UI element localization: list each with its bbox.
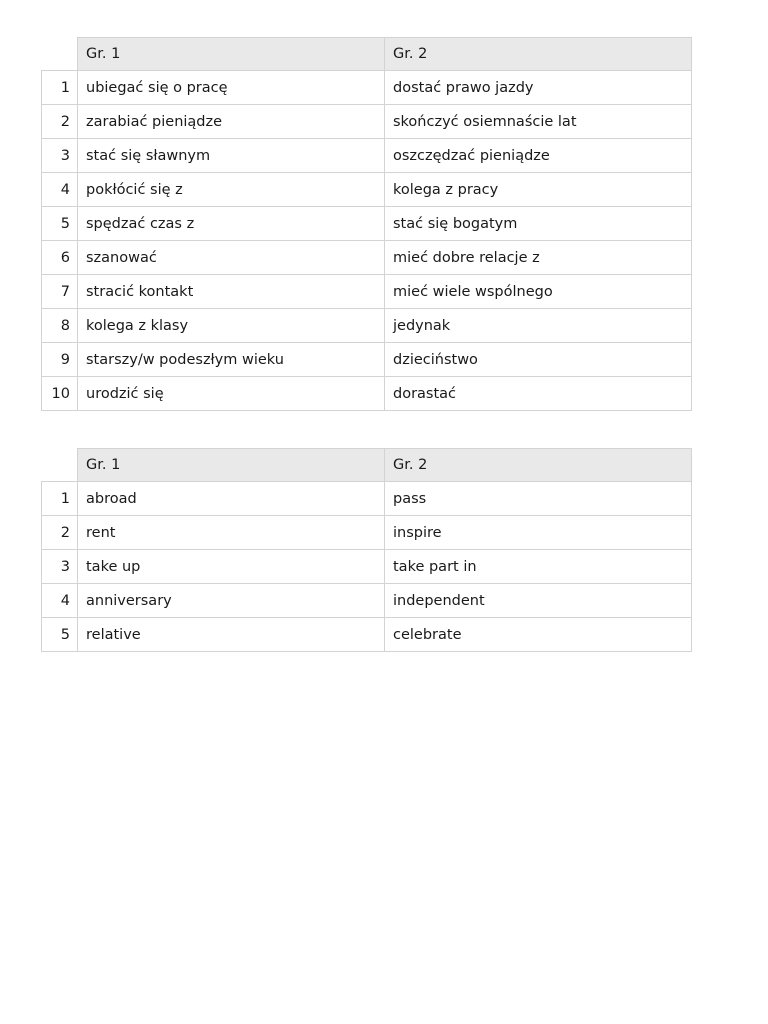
group-1-cell: anniversary	[78, 584, 385, 618]
group-2-cell: dostać prawo jazdy	[385, 71, 692, 105]
table-header-row	[42, 38, 692, 71]
group-2-cell: take part in	[385, 550, 692, 584]
table-row	[42, 71, 692, 105]
group-1-cell: rent	[78, 516, 385, 550]
group-2-cell: celebrate	[385, 618, 692, 652]
group-1-cell: starszy/w podeszłym wieku	[78, 343, 385, 377]
row-number: 7	[42, 275, 78, 309]
group-1-cell: ubiegać się o pracę	[78, 71, 385, 105]
group-2-cell: mieć dobre relacje z	[385, 241, 692, 275]
row-number: 1	[42, 71, 78, 105]
group-1-cell: relative	[78, 618, 385, 652]
table-row	[42, 584, 692, 618]
group-1-cell: pokłócić się z	[78, 173, 385, 207]
row-number: 3	[42, 139, 78, 173]
table-row	[42, 207, 692, 241]
group-2-cell: stać się bogatym	[385, 207, 692, 241]
table-row	[42, 550, 692, 584]
group-1-cell: stracić kontakt	[78, 275, 385, 309]
table-row	[42, 105, 692, 139]
group-2-cell: independent	[385, 584, 692, 618]
row-number: 9	[42, 343, 78, 377]
group-2-cell: dorastać	[385, 377, 692, 411]
row-number: 5	[42, 618, 78, 652]
row-number: 10	[42, 377, 78, 411]
header-group-1: Gr. 1	[78, 449, 385, 482]
group-1-cell: spędzać czas z	[78, 207, 385, 241]
row-number: 4	[42, 173, 78, 207]
row-number: 4	[42, 584, 78, 618]
table-header-row	[42, 449, 692, 482]
header-corner-cell	[42, 38, 78, 71]
group-1-cell: stać się sławnym	[78, 139, 385, 173]
group-2-cell: kolega z pracy	[385, 173, 692, 207]
group-1-cell: take up	[78, 550, 385, 584]
group-1-cell: urodzić się	[78, 377, 385, 411]
table-row	[42, 275, 692, 309]
table-row	[42, 377, 692, 411]
table-row	[42, 173, 692, 207]
table-row	[42, 241, 692, 275]
group-2-cell: oszczędzać pieniądze	[385, 139, 692, 173]
row-number: 8	[42, 309, 78, 343]
vocab-table-polish	[41, 37, 692, 411]
table-row	[42, 139, 692, 173]
vocab-table-english	[41, 448, 692, 652]
row-number: 2	[42, 105, 78, 139]
group-1-cell: kolega z klasy	[78, 309, 385, 343]
header-corner-cell	[42, 449, 78, 482]
table-row	[42, 343, 692, 377]
table-row	[42, 618, 692, 652]
row-number: 2	[42, 516, 78, 550]
group-2-cell: dzieciństwo	[385, 343, 692, 377]
header-group-1: Gr. 1	[78, 38, 385, 71]
row-number: 6	[42, 241, 78, 275]
group-2-cell: mieć wiele wspólnego	[385, 275, 692, 309]
table-row	[42, 516, 692, 550]
group-1-cell: abroad	[78, 482, 385, 516]
group-2-cell: inspire	[385, 516, 692, 550]
group-1-cell: zarabiać pieniądze	[78, 105, 385, 139]
table-row	[42, 482, 692, 516]
row-number: 3	[42, 550, 78, 584]
row-number: 1	[42, 482, 78, 516]
header-group-2: Gr. 2	[385, 38, 692, 71]
header-group-2: Gr. 2	[385, 449, 692, 482]
group-2-cell: pass	[385, 482, 692, 516]
table-row	[42, 309, 692, 343]
group-2-cell: jedynak	[385, 309, 692, 343]
row-number: 5	[42, 207, 78, 241]
group-1-cell: szanować	[78, 241, 385, 275]
group-2-cell: skończyć osiemnaście lat	[385, 105, 692, 139]
